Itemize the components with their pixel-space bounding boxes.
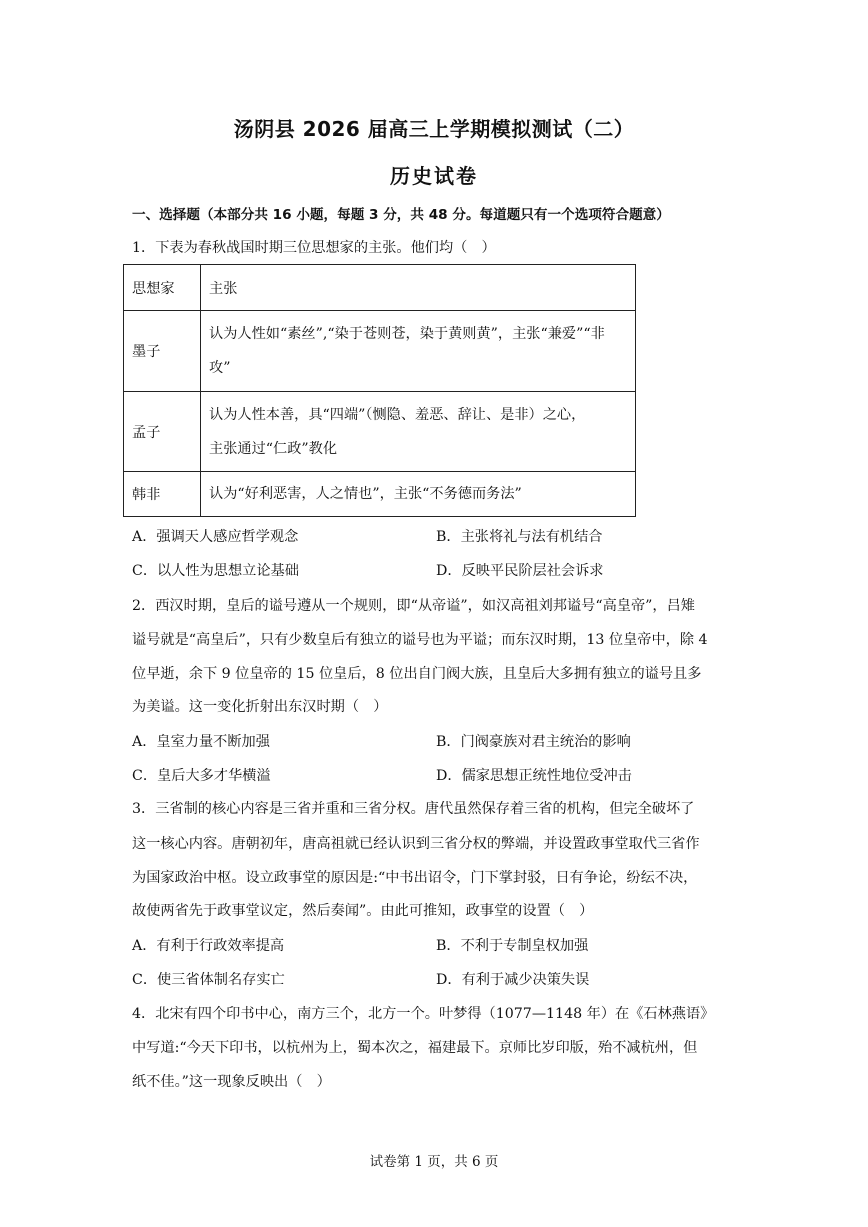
q3-line: 故使两省先于政事堂议定，然后奏闻”。由此可推知，政事堂的设置（ ） [132, 903, 594, 919]
q2-line: 为美谥。这一变化折射出东汉时期（ ） [132, 699, 388, 715]
q2-line: 位早逝，余下 9 位皇帝的 15 位皇后，8 位出自门阀大族，且皇后大多拥有独立的谥号且多 [132, 666, 702, 682]
q3-line: 3．三省制的核心内容是三省并重和三省分权。唐代虽然保存着三省的机构，但完全破坏了 [132, 801, 695, 817]
q4-line: 4．北宋有四个印书中心，南方三个，北方一个。叶梦得（1077—1148 年）在《石林燕语》 [132, 1006, 715, 1022]
q3-option-b[interactable]: B．不利于专制皇权加强 [436, 938, 589, 954]
section-heading: 一、选择题（本部分共 16 小题，每题 3 分，共 48 分。每道题只有一个选项符合题意） [132, 207, 670, 223]
q3-line: 这一核心内容。唐朝初年，唐高祖就已经认识到三省分权的弊端，并设置政事堂取代三省作 [132, 836, 700, 852]
q3-line: 为国家政治中枢。设立政事堂的原因是:“中书出诏令，门下掌封驳，日有争论，纷纭不决， [132, 870, 698, 886]
q3-option-a[interactable]: A．有利于行政效率提高 [132, 938, 285, 954]
thinker-view [201, 392, 636, 472]
view-line: 认为人性本善，具“四端”（恻隐、羞恶、辞让、是非）之心， [209, 406, 586, 423]
page-footer: 试卷第 1 页，共 6 页 [369, 1154, 499, 1170]
view-line: 认为人性如“素丝”,“染于苍则苍，染于黄则黄”，主张“兼爱”“非 [209, 326, 605, 342]
table-row [124, 472, 636, 517]
q1-option-b[interactable]: B．主张将礼与法有机结合 [436, 529, 603, 545]
thinker-name: 墨子 [124, 311, 201, 392]
q1-stem: 1．下表为春秋战国时期三位思想家的主张。他们均（ ） [132, 240, 496, 256]
thinker-name: 韩非 [124, 472, 201, 517]
q1-option-c[interactable]: C．以人性为思想立论基础 [132, 563, 299, 579]
table-header-row [124, 265, 636, 311]
table-header-view: 主张 [201, 265, 636, 311]
thinker-view [201, 311, 636, 392]
q2-line: 谥号就是“高皇后”，只有少数皇后有独立的谥号也为平谥；而东汉时期，13 位皇帝中，除 4 [132, 632, 708, 648]
q2-option-d[interactable]: D．儒家思想正统性地位受冲击 [436, 768, 632, 784]
thinkers-table [123, 264, 636, 517]
view-line: 攻” [209, 360, 231, 376]
view-line: 主张通过“仁政”教化 [209, 440, 338, 457]
q1-option-d[interactable]: D．反映平民阶层社会诉求 [436, 563, 604, 579]
q4-line: 中写道:“今天下印书，以杭州为上，蜀本次之，福建最下。京师比岁印版，殆不减杭州，但 [132, 1040, 698, 1056]
q2-option-b[interactable]: B．门阀豪族对君主统治的影响 [436, 734, 631, 750]
q2-option-a[interactable]: A．皇室力量不断加强 [132, 734, 270, 750]
thinker-view [201, 472, 636, 517]
q2-option-c[interactable]: C．皇后大多才华横溢 [132, 768, 271, 784]
q2-line: 2．西汉时期，皇后的谥号遵从一个规则，即“从帝谥”，如汉高祖刘邦谥号“高皇帝”，吕雉 [132, 598, 695, 614]
table-row [124, 392, 636, 472]
exam-title: 汤阴县 2026 届高三上学期模拟测试（二） [233, 117, 635, 141]
q3-option-c[interactable]: C．使三省体制名存实亡 [132, 972, 285, 988]
thinker-name: 孟子 [124, 392, 201, 472]
exam-subtitle: 历史试卷 [390, 164, 478, 188]
q1-option-a[interactable]: A．强调天人感应哲学观念 [132, 529, 299, 545]
q3-option-d[interactable]: D．有利于减少决策失误 [436, 972, 590, 988]
view-line: 认为“好利恶害，人之情也”，主张“不务德而务法” [209, 486, 522, 502]
table-header-thinker: 思想家 [124, 265, 201, 311]
table-row [124, 311, 636, 392]
q4-line: 纸不佳。”这一现象反映出（ ） [132, 1074, 331, 1090]
